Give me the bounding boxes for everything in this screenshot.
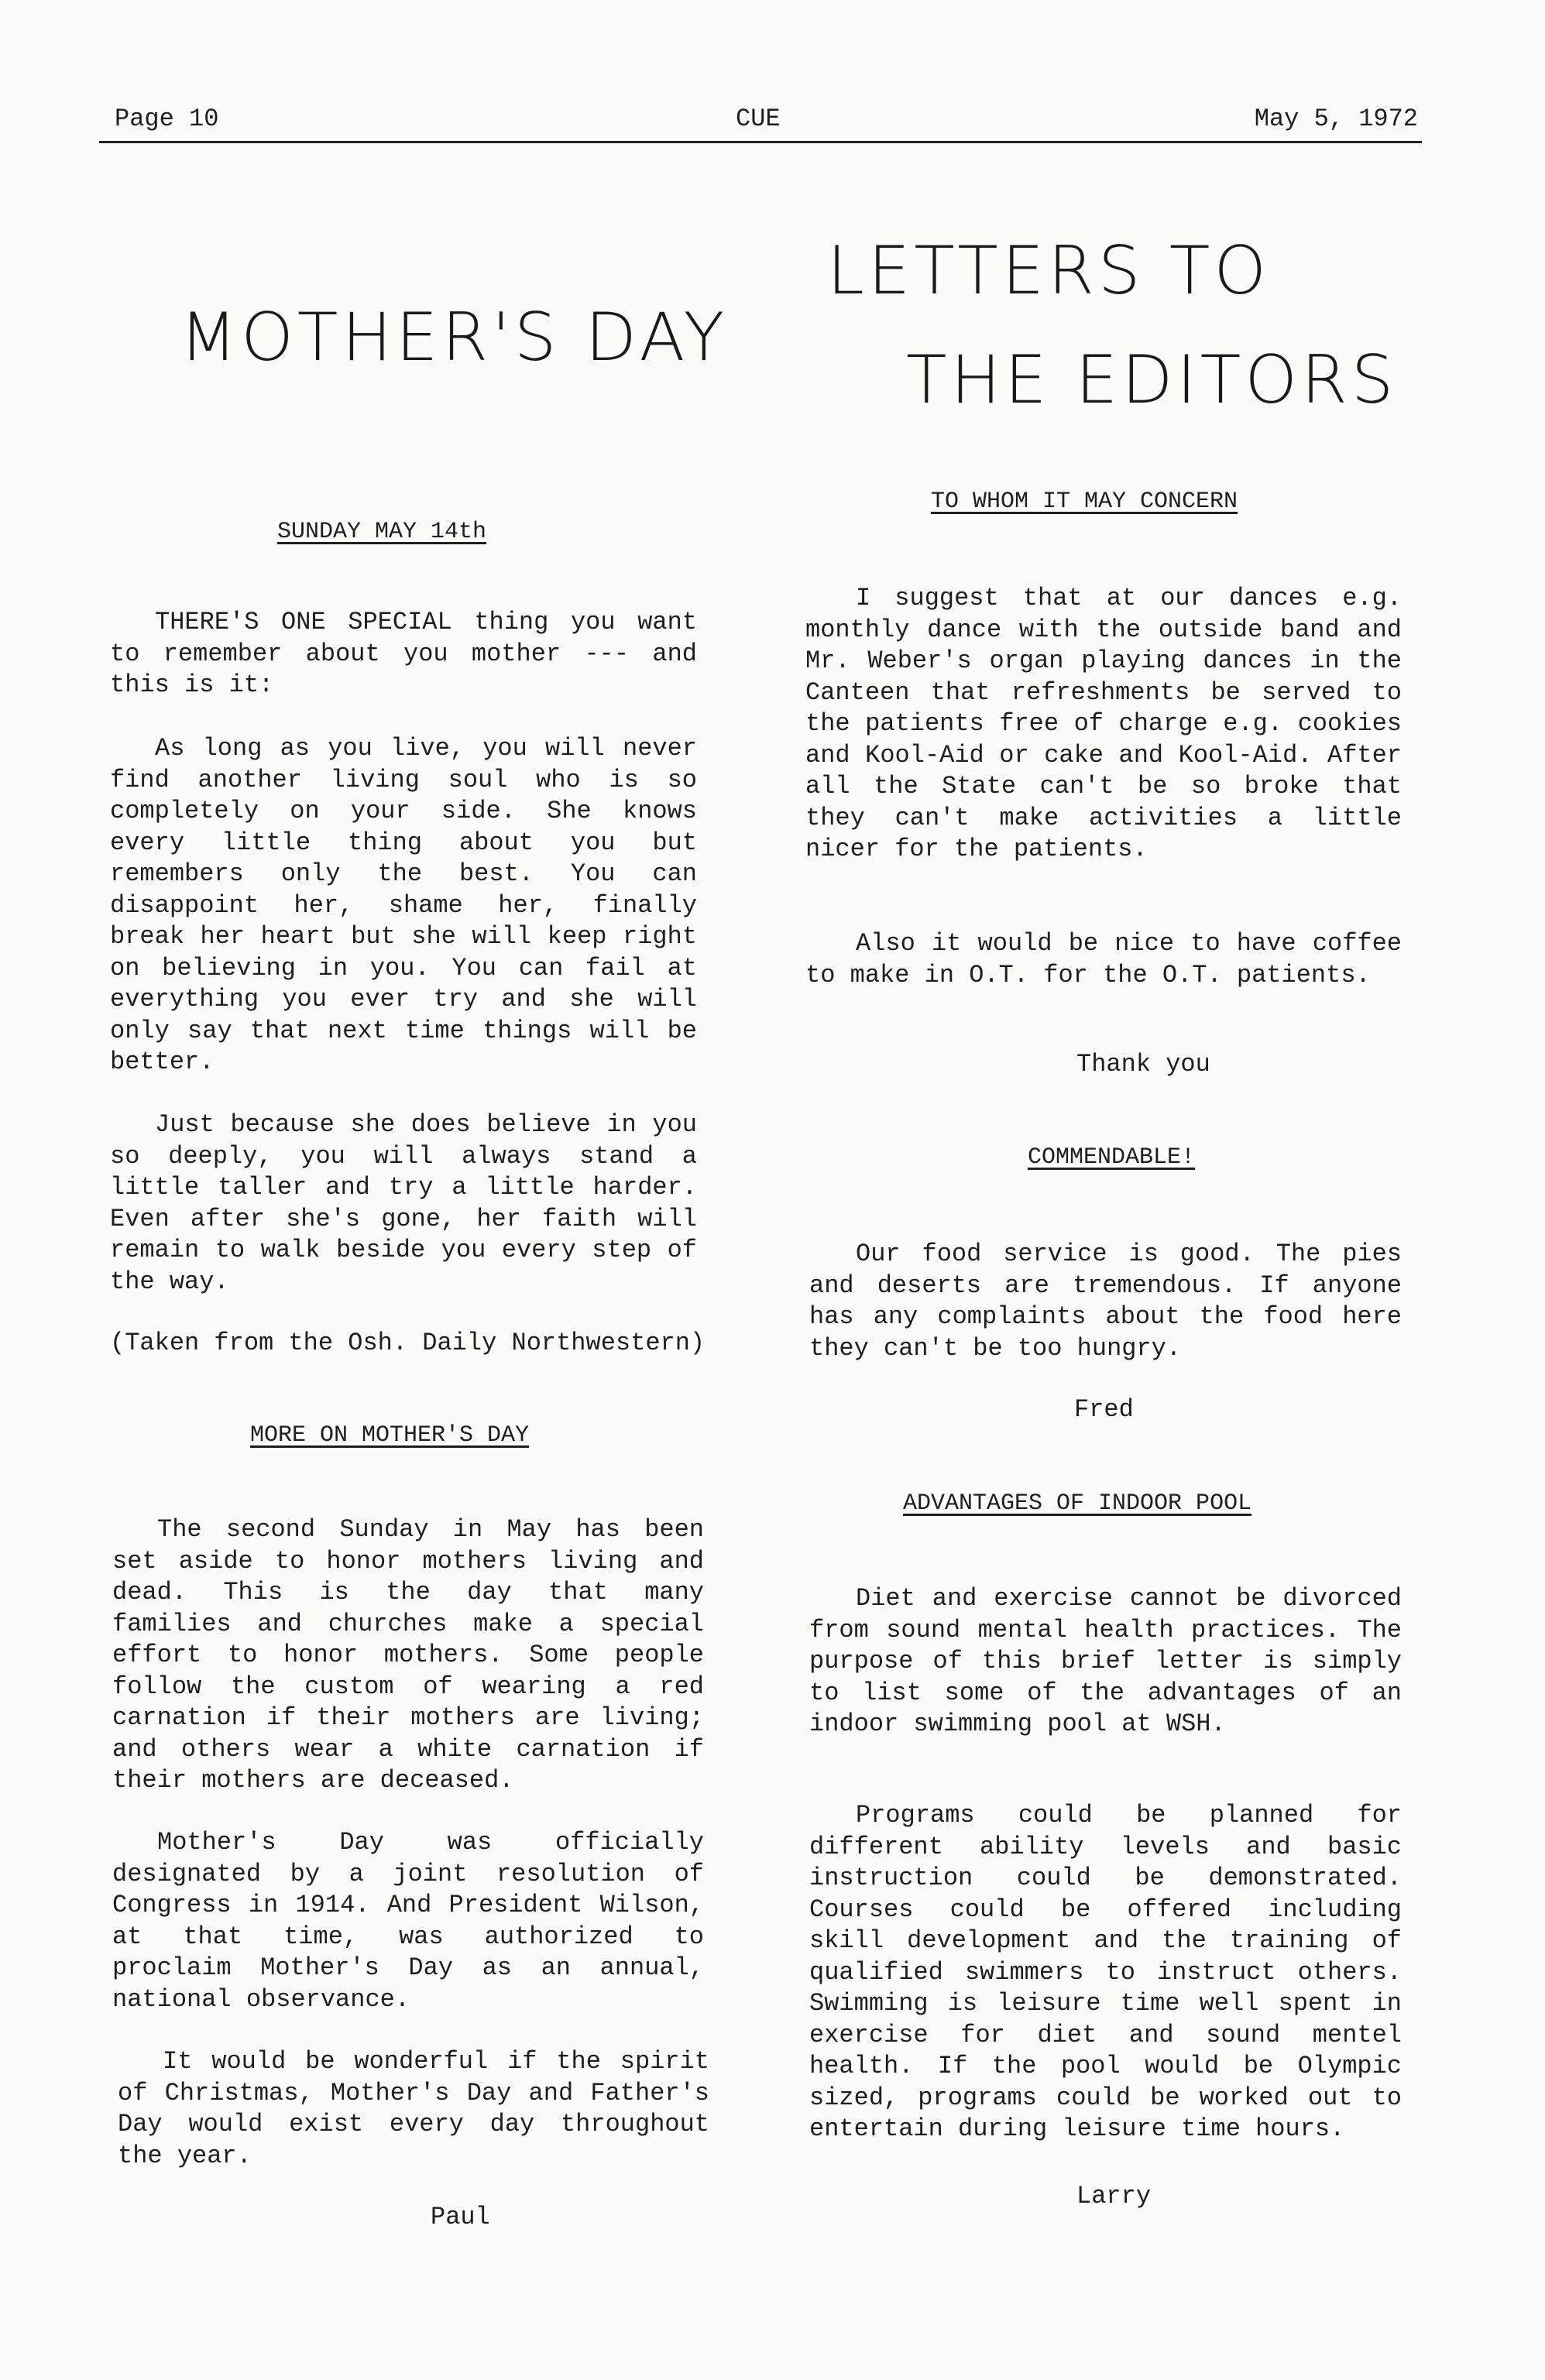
commendable-subhead: COMMENDABLE! — [1028, 1144, 1196, 1171]
indoor-pool-subhead: ADVANTAGES OF INDOOR POOL — [903, 1490, 1252, 1517]
right-paragraph-5: Programs could be planned for different ability levels and basic instruction could be demonstrated. Courses could be offered including skill development and the training of qualified swimmers to instruct others. Swimming is leisure time well spent in exercise for diet and sound mentel health. If the pool would be Olympic sized, programs could be worked out to entertain during leisure time hours. — [809, 1801, 1402, 2143]
thank-you-line: Thank you — [1076, 1050, 1210, 1079]
newspaper-name: CUE — [736, 105, 781, 133]
signature-fred: Fred — [1074, 1395, 1134, 1424]
left-paragraph-3: Just because she does believe in you so deeply, you will always stand a little taller and try a little harder. Even after she's gone, her faith will remain to walk beside you every step of the way. — [110, 1110, 697, 1296]
right-paragraph-4: Diet and exercise cannot be divorced from sound mental health practices. The purpose of this brief letter is simply to list some of the advantages of an indoor swimming pool at WSH. — [809, 1584, 1402, 1738]
mothers-day-title: MOTHER'S DAY — [180, 299, 729, 376]
left-paragraph-6: It would be wonderful if the spirit of Christmas, Mother's Day and Father's Day would exist every day throughout the year. — [118, 2047, 709, 2170]
right-paragraph-1: I suggest that at our dances e.g. monthly dance with the outside band and Mr. Weber's organ playing dances in the Canteen that refreshments be served to the patients free of charge e.g. cookies and Kool-Aid or cake and Kool-Aid. After all the State can't be so broke that they can't make activities a little nicer for the patients. — [805, 584, 1402, 863]
letters-title-line-2: THE EDITORS — [906, 341, 1398, 419]
more-on-mothers-day-subhead: MORE ON MOTHER'S DAY — [250, 1422, 530, 1449]
left-paragraph-2: As long as you live, you will never find another living soul who is so completely on your side. She knows every little thing about you but remembers only the best. You can disappoint her, shame her, finally break her heart but she will keep right on believing in you. You can fail at everything you ever try and she will only say that next time things will be better. — [110, 734, 697, 1076]
left-paragraph-1: THERE'S ONE SPECIAL thing you want to remember about you mother --- and this is it: — [110, 608, 697, 699]
issue-date: May 5, 1972 — [1254, 105, 1418, 133]
left-paragraph-4: The second Sunday in May has been set aside to honor mothers living and dead. This is the day that many families and churches make a special effort to honor mothers. Some people follow the custom of wearing a red carnation if their mothers are living; and others wear a white carnation if their mothers are deceased. — [112, 1515, 704, 1795]
right-paragraph-3: Our food service is good. The pies and deserts are tremendous. If anyone has any complaints about the food here they can't be too hungry. — [809, 1240, 1402, 1363]
sunday-may-subhead: SUNDAY MAY 14th — [277, 519, 487, 545]
letters-title-line-1: LETTERS TO — [827, 232, 1271, 310]
page-number: Page 10 — [115, 105, 219, 133]
page-header — [99, 94, 1422, 143]
source-credit: (Taken from the Osh. Daily Northwestern) — [110, 1329, 706, 1357]
left-paragraph-5: Mother's Day was officially designated by a joint resolution of Congress in 1914. And President Wilson, at that time, was authorized to proclaim Mother's Day as an annual, national observance. — [112, 1828, 704, 2014]
right-paragraph-2: Also it would be nice to have coffee to make in O.T. for the O.T. patients. — [805, 929, 1402, 989]
signature-paul: Paul — [431, 2203, 490, 2231]
signature-larry: Larry — [1076, 2182, 1152, 2210]
to-whom-subhead: TO WHOM IT MAY CONCERN — [931, 489, 1238, 515]
